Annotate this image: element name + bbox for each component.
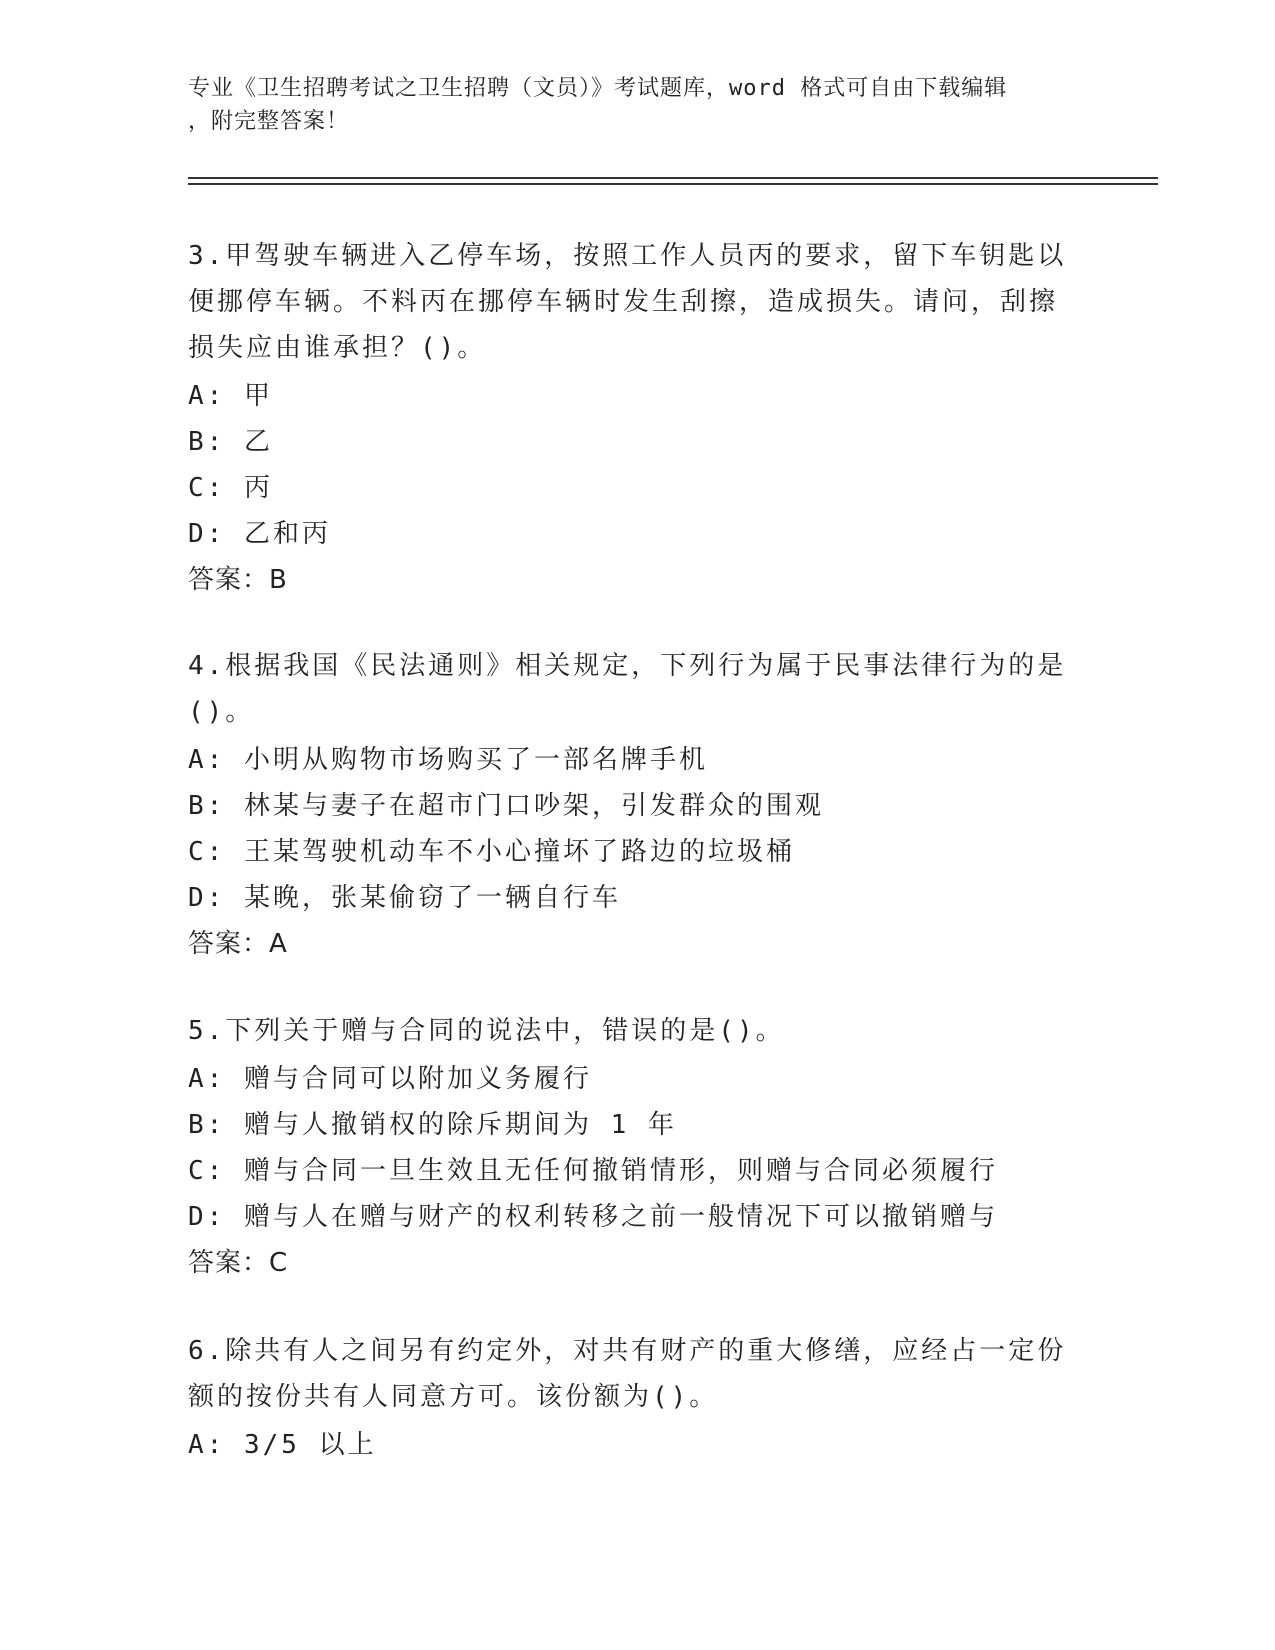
- option-c: C: 丙: [188, 473, 273, 503]
- answer-line: 答案：A: [188, 929, 288, 959]
- header-line-2: ，附完整答案！: [188, 109, 350, 134]
- header-divider-top: [188, 177, 1158, 179]
- question-6: [188, 1328, 1068, 1468]
- question-5: [188, 1008, 1068, 1286]
- document-header: [188, 72, 1068, 138]
- question-3: [188, 233, 1068, 603]
- header-line-1: 专业《卫生招聘考试之卫生招聘（文员）》考试题库，word 格式可自由下载编辑: [188, 76, 1008, 101]
- question-stem: 4.根据我国《民法通则》相关规定，下列行为属于民事法律行为的是()。: [188, 651, 1067, 727]
- option-b: B: 林某与妻子在超市门口吵架，引发群众的围观: [188, 791, 824, 821]
- question-stem: 3.甲驾驶车辆进入乙停车场，按照工作人员丙的要求，留下车钥匙以便挪停车辆。不料丙在挪停车辆时发生刮擦，造成损失。请问，刮擦损失应由谁承担？()。: [188, 241, 1067, 363]
- header-divider-bottom: [188, 183, 1158, 185]
- option-a: A: 甲: [188, 381, 273, 411]
- option-a: A: 赠与合同可以附加义务履行: [188, 1064, 592, 1094]
- option-d: D: 赠与人在赠与财产的权利转移之前一般情况下可以撤销赠与: [188, 1202, 998, 1232]
- answer-line: 答案：B: [188, 565, 288, 595]
- option-b: B: 乙: [188, 427, 273, 457]
- option-b: B: 赠与人撤销权的除斥期间为 1 年: [188, 1110, 677, 1140]
- answer-line: 答案：C: [188, 1248, 289, 1278]
- option-a: A: 3/5 以上: [188, 1430, 377, 1460]
- option-a: A: 小明从购物市场购买了一部名牌手机: [188, 745, 708, 775]
- option-d: D: 某晚，张某偷窃了一辆自行车: [188, 883, 621, 913]
- question-stem: 6.除共有人之间另有约定外，对共有财产的重大修缮，应经占一定份额的按份共有人同意方可。该份额为()。: [188, 1336, 1067, 1412]
- question-4: [188, 643, 1068, 967]
- option-c: C: 王某驾驶机动车不小心撞坏了路边的垃圾桶: [188, 837, 795, 867]
- option-d: D: 乙和丙: [188, 519, 331, 549]
- option-c: C: 赠与合同一旦生效且无任何撤销情形，则赠与合同必须履行: [188, 1156, 998, 1186]
- question-stem: 5.下列关于赠与合同的说法中，错误的是()。: [188, 1016, 785, 1046]
